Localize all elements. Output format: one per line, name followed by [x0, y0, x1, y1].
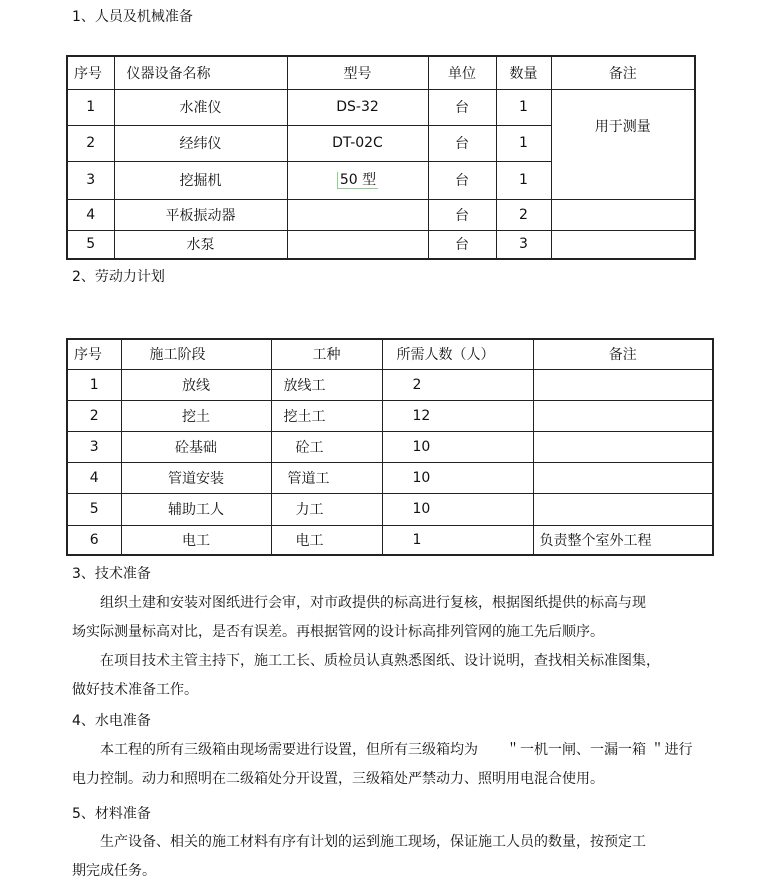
- row-model: 50 型: [337, 172, 378, 189]
- row-quantity: 1: [496, 161, 551, 199]
- row-headcount: 10: [382, 493, 533, 525]
- section5-body: [72, 828, 712, 886]
- row-equipment-name: 平板振动器: [114, 199, 287, 230]
- section1-title: 1、人员及机械准备: [72, 9, 193, 25]
- row-model: DT-02C: [287, 125, 428, 161]
- section4-body: [72, 736, 712, 794]
- paragraph-line: 本工程的所有三级箱由现场需要进行设置，但所有三级箱均为 ＂一机一闸、一漏一箱 ＂进行: [100, 742, 693, 758]
- row-stage: 放线: [121, 369, 271, 400]
- row-trade: 挖土工: [271, 400, 382, 431]
- row-remark: [533, 431, 713, 462]
- row-no: 4: [67, 199, 114, 230]
- table-row: [67, 400, 713, 431]
- section3-body: [72, 589, 712, 705]
- header-model: 型号: [287, 56, 428, 89]
- row-model: [287, 230, 428, 259]
- row-headcount: 10: [382, 462, 533, 493]
- row-no: 3: [67, 431, 121, 462]
- section3-title: 3、技术准备: [72, 566, 151, 582]
- labor-table: [66, 338, 714, 556]
- table-row: [67, 525, 713, 555]
- row-quantity: 3: [496, 230, 551, 259]
- row-trade: 管道工: [271, 462, 382, 493]
- row-unit: 台: [428, 230, 496, 259]
- row-no: 2: [67, 400, 121, 431]
- table-row: [67, 230, 695, 259]
- row-stage: 挖土: [121, 400, 271, 431]
- section4-title: 4、水电准备: [72, 713, 151, 729]
- row-remark: [551, 199, 695, 230]
- row-no: 4: [67, 462, 121, 493]
- row-equipment-name: 水准仪: [114, 89, 287, 125]
- header-no: 序号: [67, 339, 121, 369]
- row-stage: 管道安装: [121, 462, 271, 493]
- row-remark: [533, 369, 713, 400]
- row-trade: 力工: [271, 493, 382, 525]
- row-remark: [551, 230, 695, 259]
- header-headcount: 所需人数（人）: [382, 339, 533, 369]
- row-no: 5: [67, 493, 121, 525]
- row-model: DS-32: [287, 89, 428, 125]
- row-remark: [533, 493, 713, 525]
- row-no: 5: [67, 230, 114, 259]
- equipment-table: [66, 55, 696, 260]
- paragraph-line: 电力控制。动力和照明在二级箱处分开设置，三级箱处严禁动力、照明用电混合使用。: [72, 771, 604, 787]
- row-unit: 台: [428, 125, 496, 161]
- row-no: 1: [67, 89, 114, 125]
- row-headcount: 12: [382, 400, 533, 431]
- table-row: [67, 89, 695, 125]
- paragraph-line: 在项目技术主管主持下，施工工长、质检员认真熟悉图纸、设计说明，查找相关标准图集，: [100, 653, 660, 669]
- table-row: [67, 462, 713, 493]
- header-trade: 工种: [271, 339, 382, 369]
- row-no: 3: [67, 161, 114, 199]
- row-headcount: 10: [382, 431, 533, 462]
- row-equipment-name: 经纬仪: [114, 125, 287, 161]
- header-no: 序号: [67, 56, 114, 89]
- paragraph-line: 生产设备、相关的施工材料有序有计划的运到施工现场，保证施工人员的数量，按预定工: [100, 834, 646, 850]
- table-header-row: [67, 339, 713, 369]
- row-no: 1: [67, 369, 121, 400]
- row-remark: [533, 400, 713, 431]
- row-remark: 负责整个室外工程: [533, 525, 713, 555]
- row-trade: 砼工: [271, 431, 382, 462]
- table-header-row: [67, 56, 695, 89]
- row-remark: [533, 462, 713, 493]
- header-equipment-name: 仪器设备名称: [114, 56, 287, 89]
- row-stage: 砼基础: [121, 431, 271, 462]
- table-row: [67, 199, 695, 230]
- row-quantity: 2: [496, 199, 551, 230]
- header-remark: 备注: [533, 339, 713, 369]
- row-unit: 台: [428, 89, 496, 125]
- row-model-cell: [287, 161, 428, 199]
- row-quantity: 1: [496, 89, 551, 125]
- header-stage: 施工阶段: [121, 339, 271, 369]
- paragraph-line: 期完成任务。: [72, 863, 156, 879]
- header-quantity: 数量: [496, 56, 551, 89]
- section5-title: 5、材料准备: [72, 806, 151, 822]
- row-stage: 电工: [121, 525, 271, 555]
- row-no: 2: [67, 125, 114, 161]
- row-model: [287, 199, 428, 230]
- row-equipment-name: 挖掘机: [114, 161, 287, 199]
- row-quantity: 1: [496, 125, 551, 161]
- table-row: [67, 369, 713, 400]
- header-unit: 单位: [428, 56, 496, 89]
- paragraph-line: 组织土建和安装对图纸进行会审，对市政提供的标高进行复核，根据图纸提供的标高与现: [100, 595, 646, 611]
- remark-merged-cell: 用于测量: [551, 89, 695, 199]
- paragraph-line: 做好技术准备工作。: [72, 682, 198, 698]
- row-unit: 台: [428, 161, 496, 199]
- table-row: [67, 493, 713, 525]
- row-headcount: 2: [382, 369, 533, 400]
- row-no: 6: [67, 525, 121, 555]
- row-stage: 辅助工人: [121, 493, 271, 525]
- row-equipment-name: 水泵: [114, 230, 287, 259]
- paragraph-line: 场实际测量标高对比，是否有误差。再根据管网的设计标高排列管网的施工先后顺序。: [72, 624, 604, 640]
- section2-title: 2、劳动力计划: [72, 269, 165, 285]
- row-trade: 电工: [271, 525, 382, 555]
- table-row: [67, 431, 713, 462]
- row-headcount: 1: [382, 525, 533, 555]
- row-trade: 放线工: [271, 369, 382, 400]
- row-unit: 台: [428, 199, 496, 230]
- header-remark: 备注: [551, 56, 695, 89]
